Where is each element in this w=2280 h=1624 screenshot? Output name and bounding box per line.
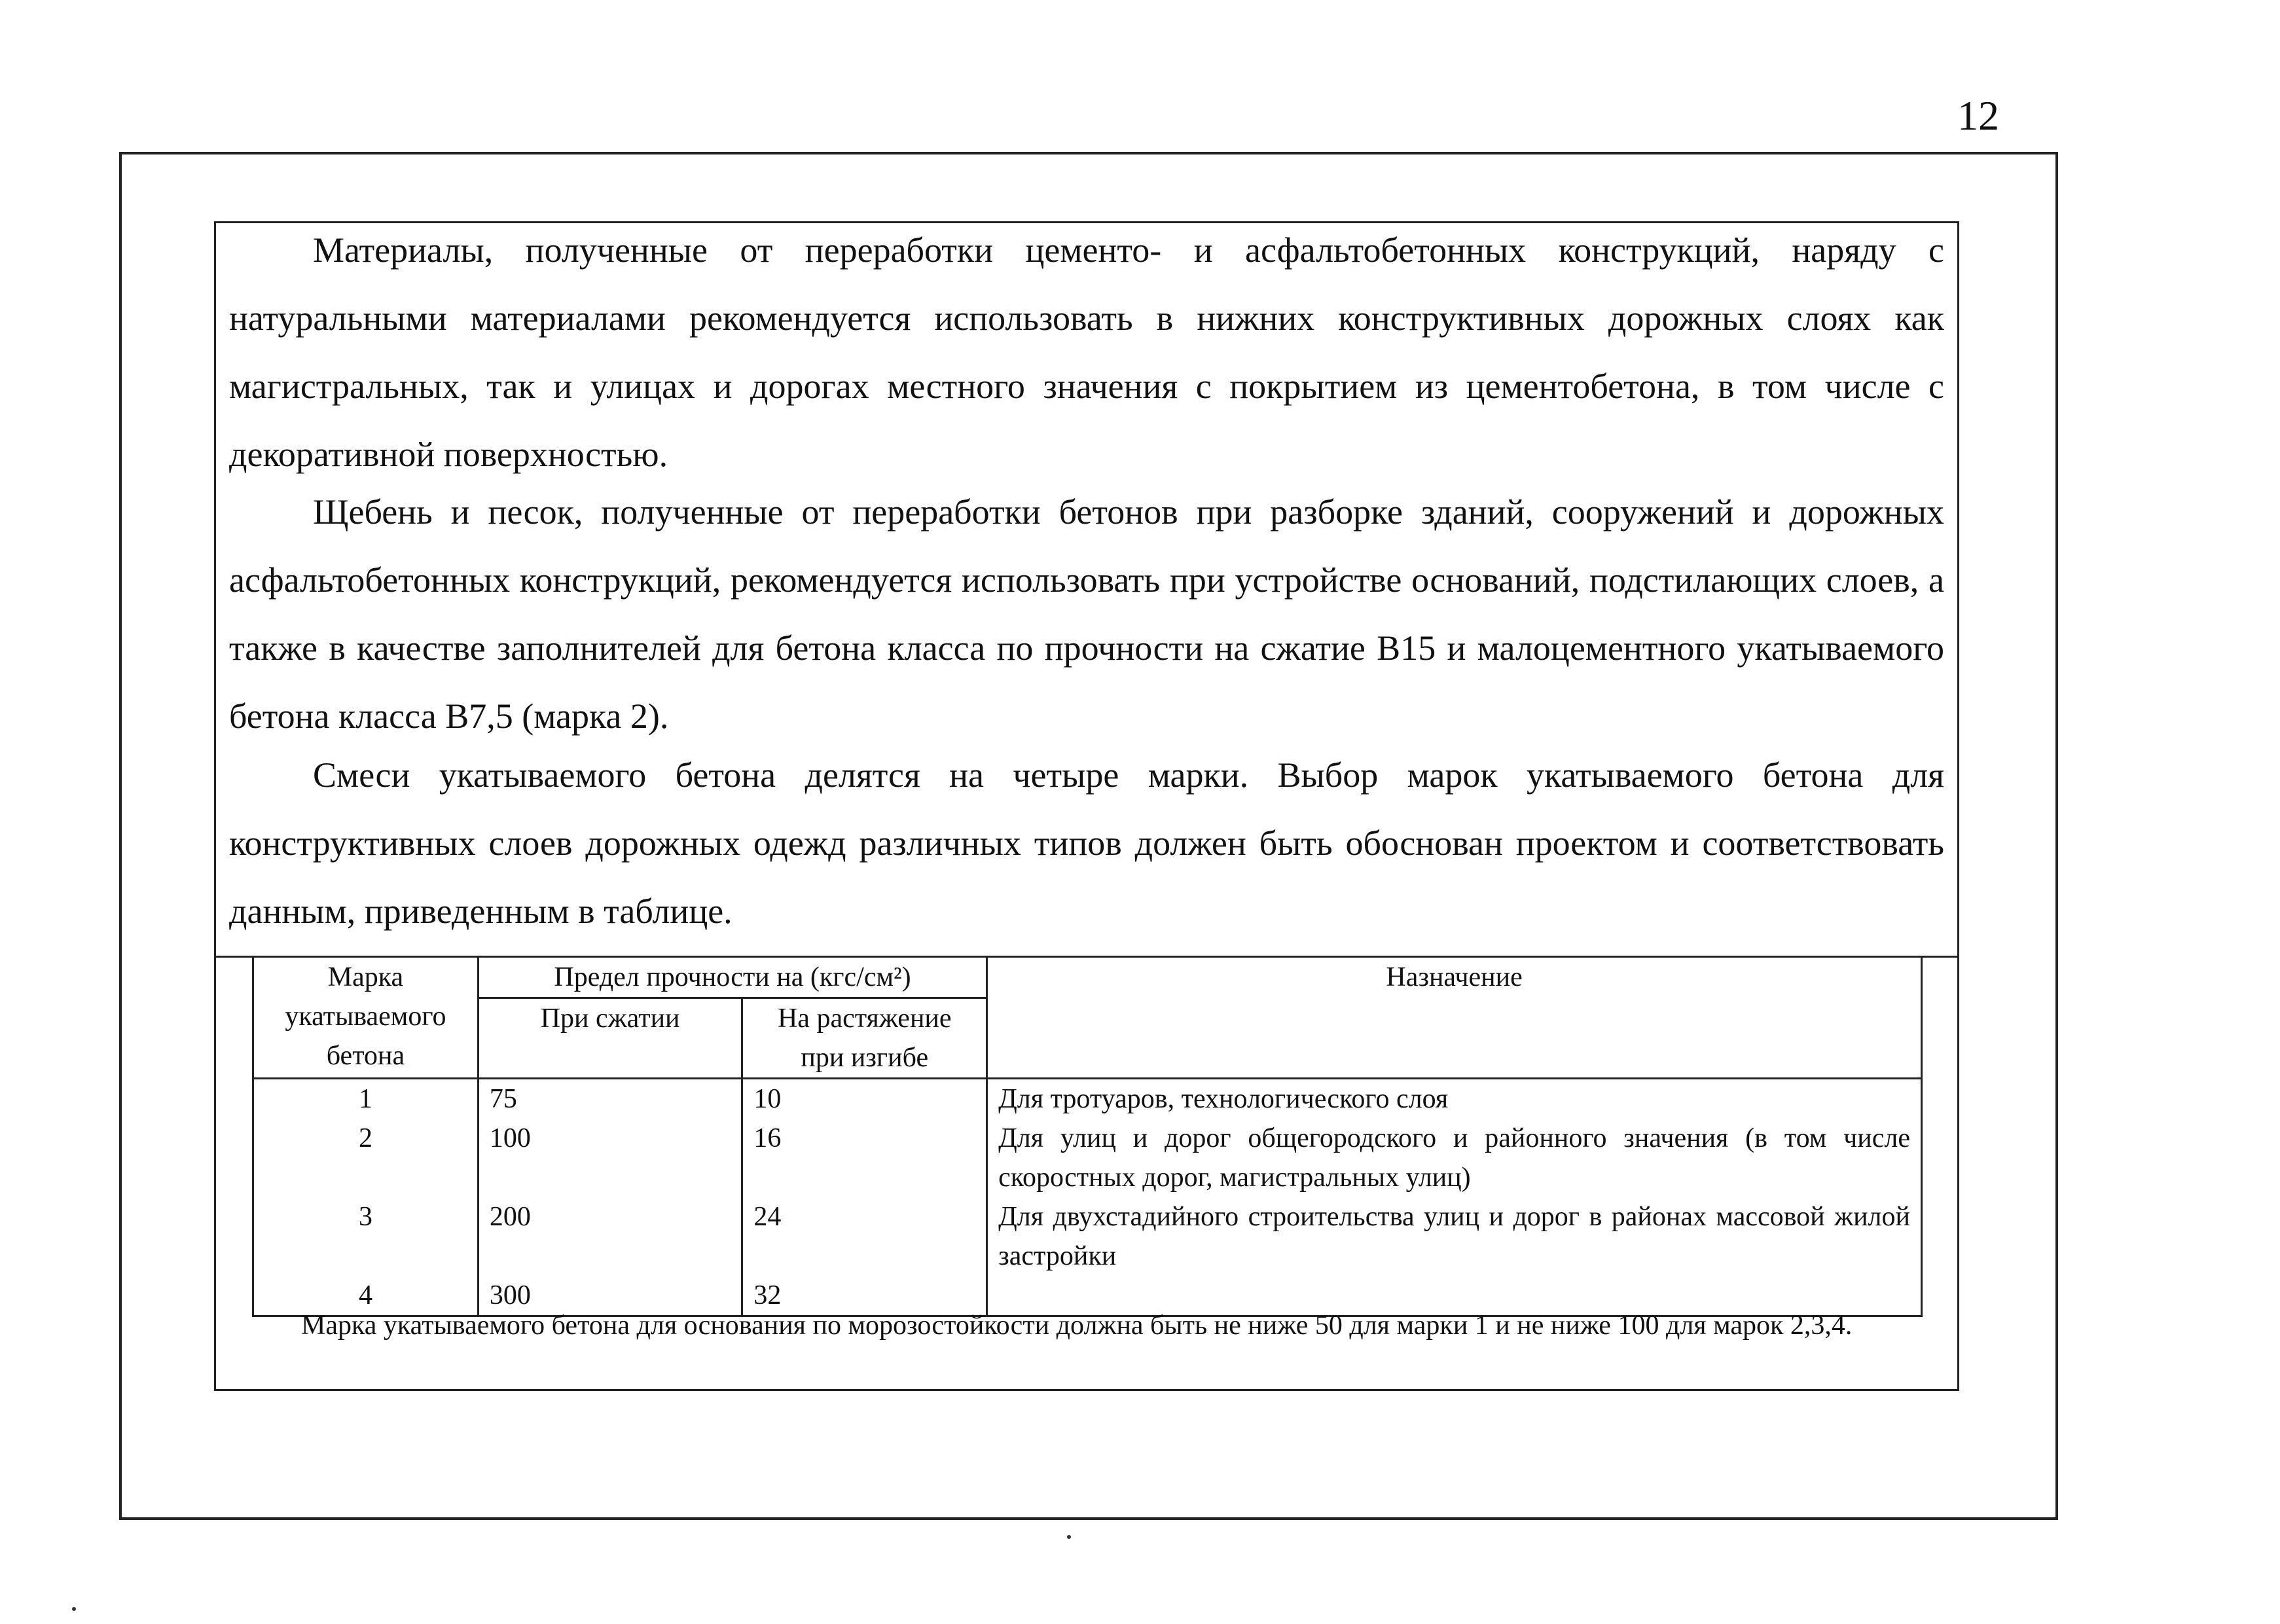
table-row — [253, 1079, 1922, 1119]
cell-grade: 4 — [253, 1276, 479, 1316]
concrete-grade-table — [252, 956, 1923, 1317]
cell-compression: 300 — [478, 1276, 742, 1316]
cell-grade: 1 — [253, 1079, 479, 1119]
header-strength-group: Предел прочности на (кгс/см²) — [478, 957, 986, 998]
cell-purpose: Для улиц и дорог общегородского и районного значения (в том числе скоростных дорог, магистральных улиц) — [987, 1119, 1922, 1197]
paragraph-1: Материалы, полученные от переработки цементо- и асфальтобетонных конструкций, наряду с натуральными материалами рекомендуется использовать в нижних конструктивных дорожных слоях как магистральных, так и улицах и дорогах местного значения с покрытием из цементобетона, в том числе с декоративной поверхностью. — [229, 230, 1944, 474]
table-footnote: Марка укатываемого бетона для основания по морозостойкости должна быть не ниже 50 для марки 1 и не ниже 100 для марок 2,3,4. — [301, 1310, 1853, 1341]
cell-bending: 10 — [742, 1079, 987, 1119]
cell-compression: 100 — [478, 1119, 742, 1197]
scan-speck — [72, 1607, 76, 1611]
cell-bending: 16 — [742, 1119, 987, 1197]
cell-purpose: Для тротуаров, технологического слоя — [987, 1079, 1922, 1119]
cell-grade: 3 — [253, 1197, 479, 1276]
header-purpose: Назначение — [987, 957, 1922, 1079]
paragraph-3: Смеси укатываемого бетона делятся на четыре марки. Выбор марок укатываемого бетона для конструктивных слоев дорожных одежд различных типов должен быть обоснован проектом и соответствовать данным, приведенным в таблице. — [229, 755, 1944, 931]
cell-purpose: Для двухстадийного строительства улиц и дорог в районах массовой жилой застройки — [987, 1197, 1922, 1276]
page-number: 12 — [1957, 92, 1999, 139]
paragraph-2: Щебень и песок, полученные от переработки бетонов при разборке зданий, сооружений и дорожных асфальтобетонных конструкций, рекомендуется использовать при устройстве оснований, подстилающих слоев, а также в качестве заполнителей для бетона класса по прочности на сжатие В15 и малоцементного укатываемого бетона класса В7,5 (марка 2). — [229, 492, 1944, 736]
header-grade: Марка укатываемого бетона — [253, 957, 479, 1079]
table-row — [253, 1119, 1922, 1197]
cell-bending: 24 — [742, 1197, 987, 1276]
cell-compression: 200 — [478, 1197, 742, 1276]
cell-grade: 2 — [253, 1119, 479, 1197]
cell-compression: 75 — [478, 1079, 742, 1119]
cell-bending: 32 — [742, 1276, 987, 1316]
header-bending: На растяжение при изгибе — [742, 998, 987, 1079]
table-row — [253, 1197, 1922, 1276]
header-compression: При сжатии — [478, 998, 742, 1079]
scan-speck — [1067, 1535, 1071, 1539]
